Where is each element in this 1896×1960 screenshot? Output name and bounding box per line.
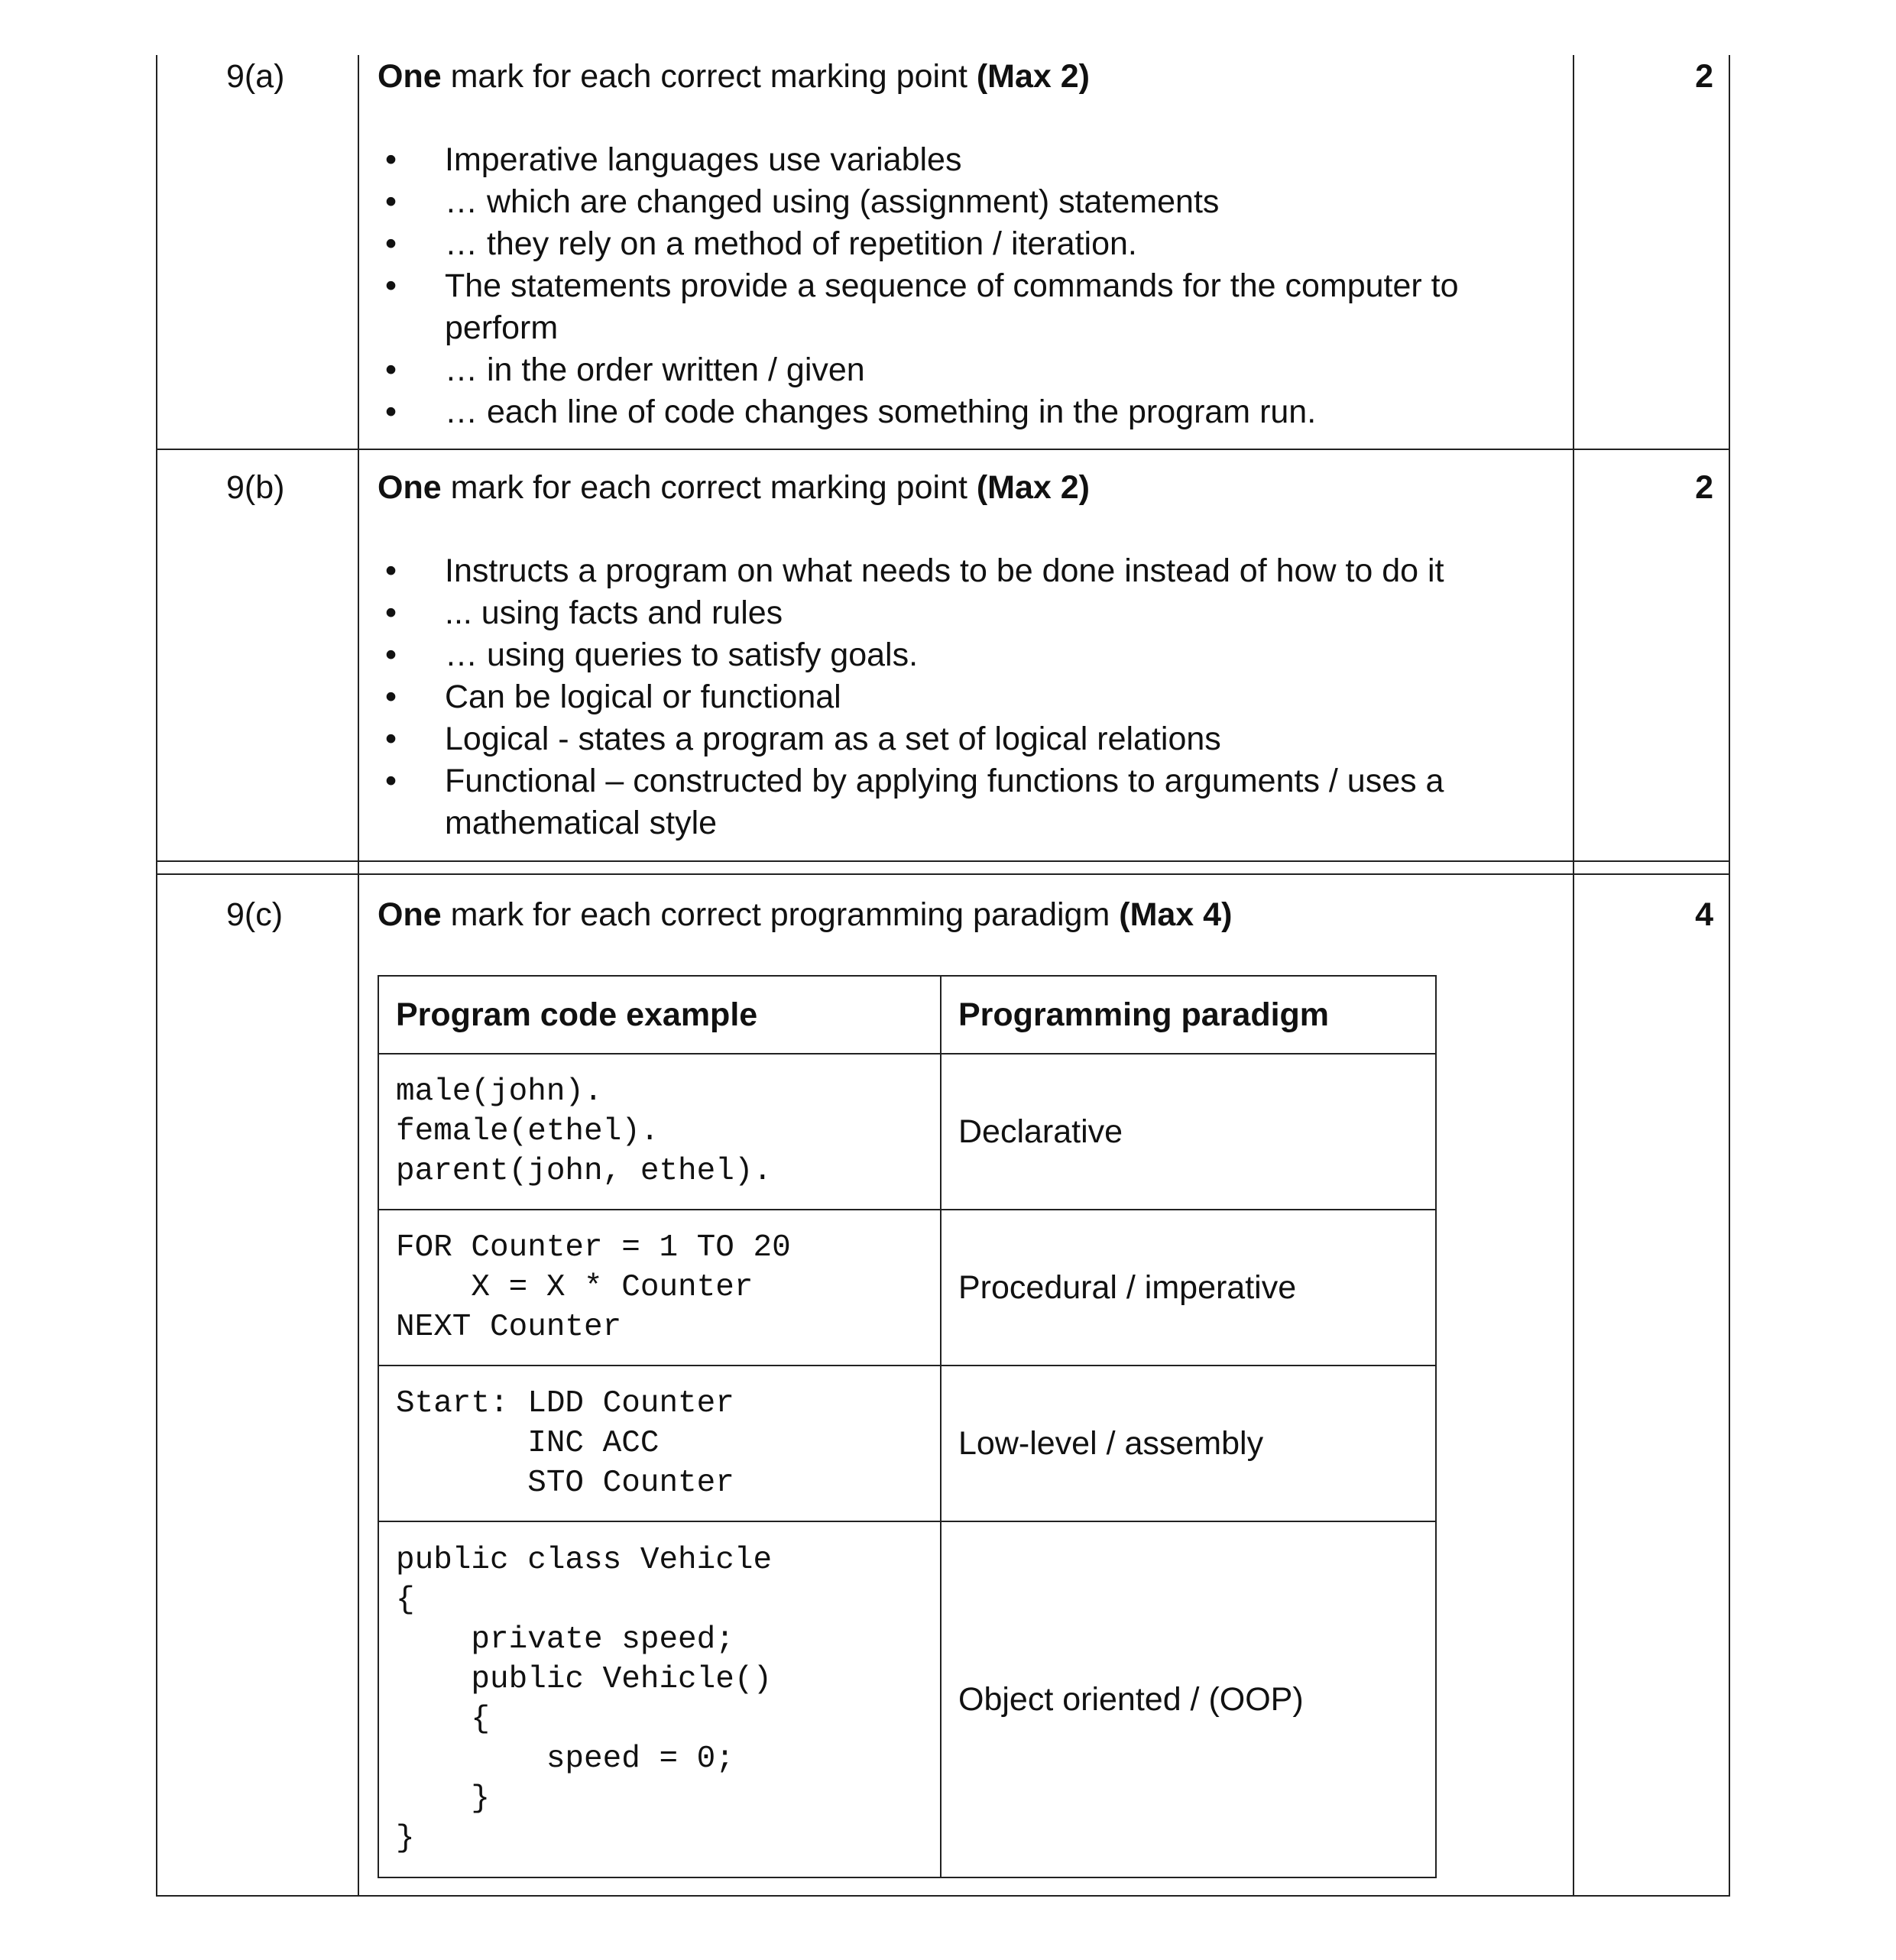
point-text: Can be logical or functional: [445, 679, 841, 715]
list-item: [378, 718, 1554, 760]
code-example: FOR Counter = 1 TO 20 X = X * Counter NEXT Counter: [396, 1230, 791, 1345]
point-text: … they rely on a method of repetition / iteration.: [445, 225, 1137, 262]
question-9a-points: [378, 139, 1554, 433]
code-example: Start: LDD Counter INC ACC STO Counter: [396, 1386, 734, 1501]
list-item: [378, 760, 1554, 844]
question-9a-heading: [378, 57, 1090, 96]
bullet-icon: •: [385, 637, 397, 673]
table-border-right: [1729, 55, 1730, 1897]
table-border-left: [156, 55, 157, 1897]
list-item: [378, 592, 1554, 634]
point-text: ... using facts and rules: [445, 594, 783, 631]
list-item: [378, 676, 1554, 718]
table-row: [378, 1521, 1436, 1877]
bullet-icon: •: [385, 679, 397, 715]
bullet-icon: •: [385, 225, 397, 262]
point-text: Instructs a program on what needs to be done instead of how to do it: [445, 552, 1444, 589]
point-text: Imperative languages use variables: [445, 141, 962, 178]
bullet-icon: •: [385, 267, 397, 304]
question-9b-points: [378, 550, 1554, 844]
list-item: [378, 223, 1554, 265]
bullet-icon: •: [385, 721, 397, 757]
paradigm-value: Object oriented / (OOP): [958, 1681, 1304, 1718]
point-text: … each line of code changes something in the program run.: [445, 394, 1317, 430]
point-text: Functional – constructed by applying functions to arguments / uses a mathematical style: [445, 763, 1444, 841]
heading-bold: One: [378, 469, 442, 506]
table-header-row: [378, 976, 1436, 1054]
paradigm-value: Low-level / assembly: [958, 1425, 1264, 1462]
question-9b-marks: 2: [1695, 469, 1713, 506]
bullet-icon: •: [385, 141, 397, 178]
list-item: [378, 181, 1554, 223]
heading-max: (Max 4): [1119, 896, 1233, 933]
list-item: [378, 265, 1554, 349]
paradigm-cell: [941, 1210, 1436, 1366]
list-item: [378, 634, 1554, 676]
question-9c-marks: 4: [1695, 896, 1713, 933]
point-text: The statements provide a sequence of commands for the computer to perform: [445, 267, 1459, 346]
column-header-code: Program code example: [378, 976, 941, 1054]
question-number-9b: 9(b): [226, 469, 285, 506]
list-item: [378, 391, 1554, 433]
paradigm-cell: [941, 1521, 1436, 1877]
list-item: [378, 349, 1554, 391]
question-9b-heading: [378, 468, 1090, 507]
heading-bold: One: [378, 58, 442, 95]
heading-max: (Max 2): [976, 58, 1090, 95]
heading-text: mark for each correct marking point: [441, 58, 977, 95]
bullet-icon: •: [385, 394, 397, 430]
bullet-icon: •: [385, 763, 397, 799]
column-header-paradigm: Programming paradigm: [941, 976, 1436, 1054]
code-example: public class Vehicle { private speed; public Vehicle() { speed = 0; } }: [396, 1543, 773, 1856]
heading-max: (Max 2): [976, 469, 1090, 506]
table-row: [378, 1366, 1436, 1521]
code-cell: [378, 1366, 941, 1521]
paradigm-table: [378, 975, 1437, 1878]
point-text: … which are changed using (assignment) statements: [445, 183, 1220, 220]
question-9a-marks: 2: [1695, 58, 1713, 95]
paradigm-cell: [941, 1054, 1436, 1210]
row-divider-a-b: [156, 449, 1730, 450]
list-item: [378, 550, 1554, 592]
bullet-icon: •: [385, 352, 397, 388]
table-row: [378, 1210, 1436, 1366]
heading-text: mark for each correct programming paradigm: [441, 896, 1120, 933]
table-divider-question: [358, 55, 359, 1897]
question-number-9a: 9(a): [226, 58, 285, 95]
table-border-bottom: [156, 1895, 1730, 1897]
row-divider-b-c-1: [156, 860, 1730, 862]
code-example: male(john). female(ethel). parent(john, ethel).: [396, 1074, 773, 1189]
bullet-icon: •: [385, 183, 397, 220]
table-row: [378, 1054, 1436, 1210]
paradigm-value: Procedural / imperative: [958, 1269, 1297, 1306]
point-text: … using queries to satisfy goals.: [445, 637, 919, 673]
table-divider-marks: [1573, 55, 1574, 1897]
point-text: Logical - states a program as a set of logical relations: [445, 721, 1221, 757]
code-cell: [378, 1521, 941, 1877]
bullet-icon: •: [385, 552, 397, 589]
question-9c-heading: [378, 896, 1232, 934]
paradigm-cell: [941, 1366, 1436, 1521]
question-number-9c: 9(c): [226, 896, 284, 933]
heading-bold: One: [378, 896, 442, 933]
code-cell: [378, 1210, 941, 1366]
heading-text: mark for each correct marking point: [441, 469, 977, 506]
paradigm-value: Declarative: [958, 1113, 1123, 1150]
list-item: [378, 139, 1554, 181]
code-cell: [378, 1054, 941, 1210]
bullet-icon: •: [385, 594, 397, 631]
row-divider-b-c-2: [156, 873, 1730, 875]
point-text: … in the order written / given: [445, 352, 865, 388]
